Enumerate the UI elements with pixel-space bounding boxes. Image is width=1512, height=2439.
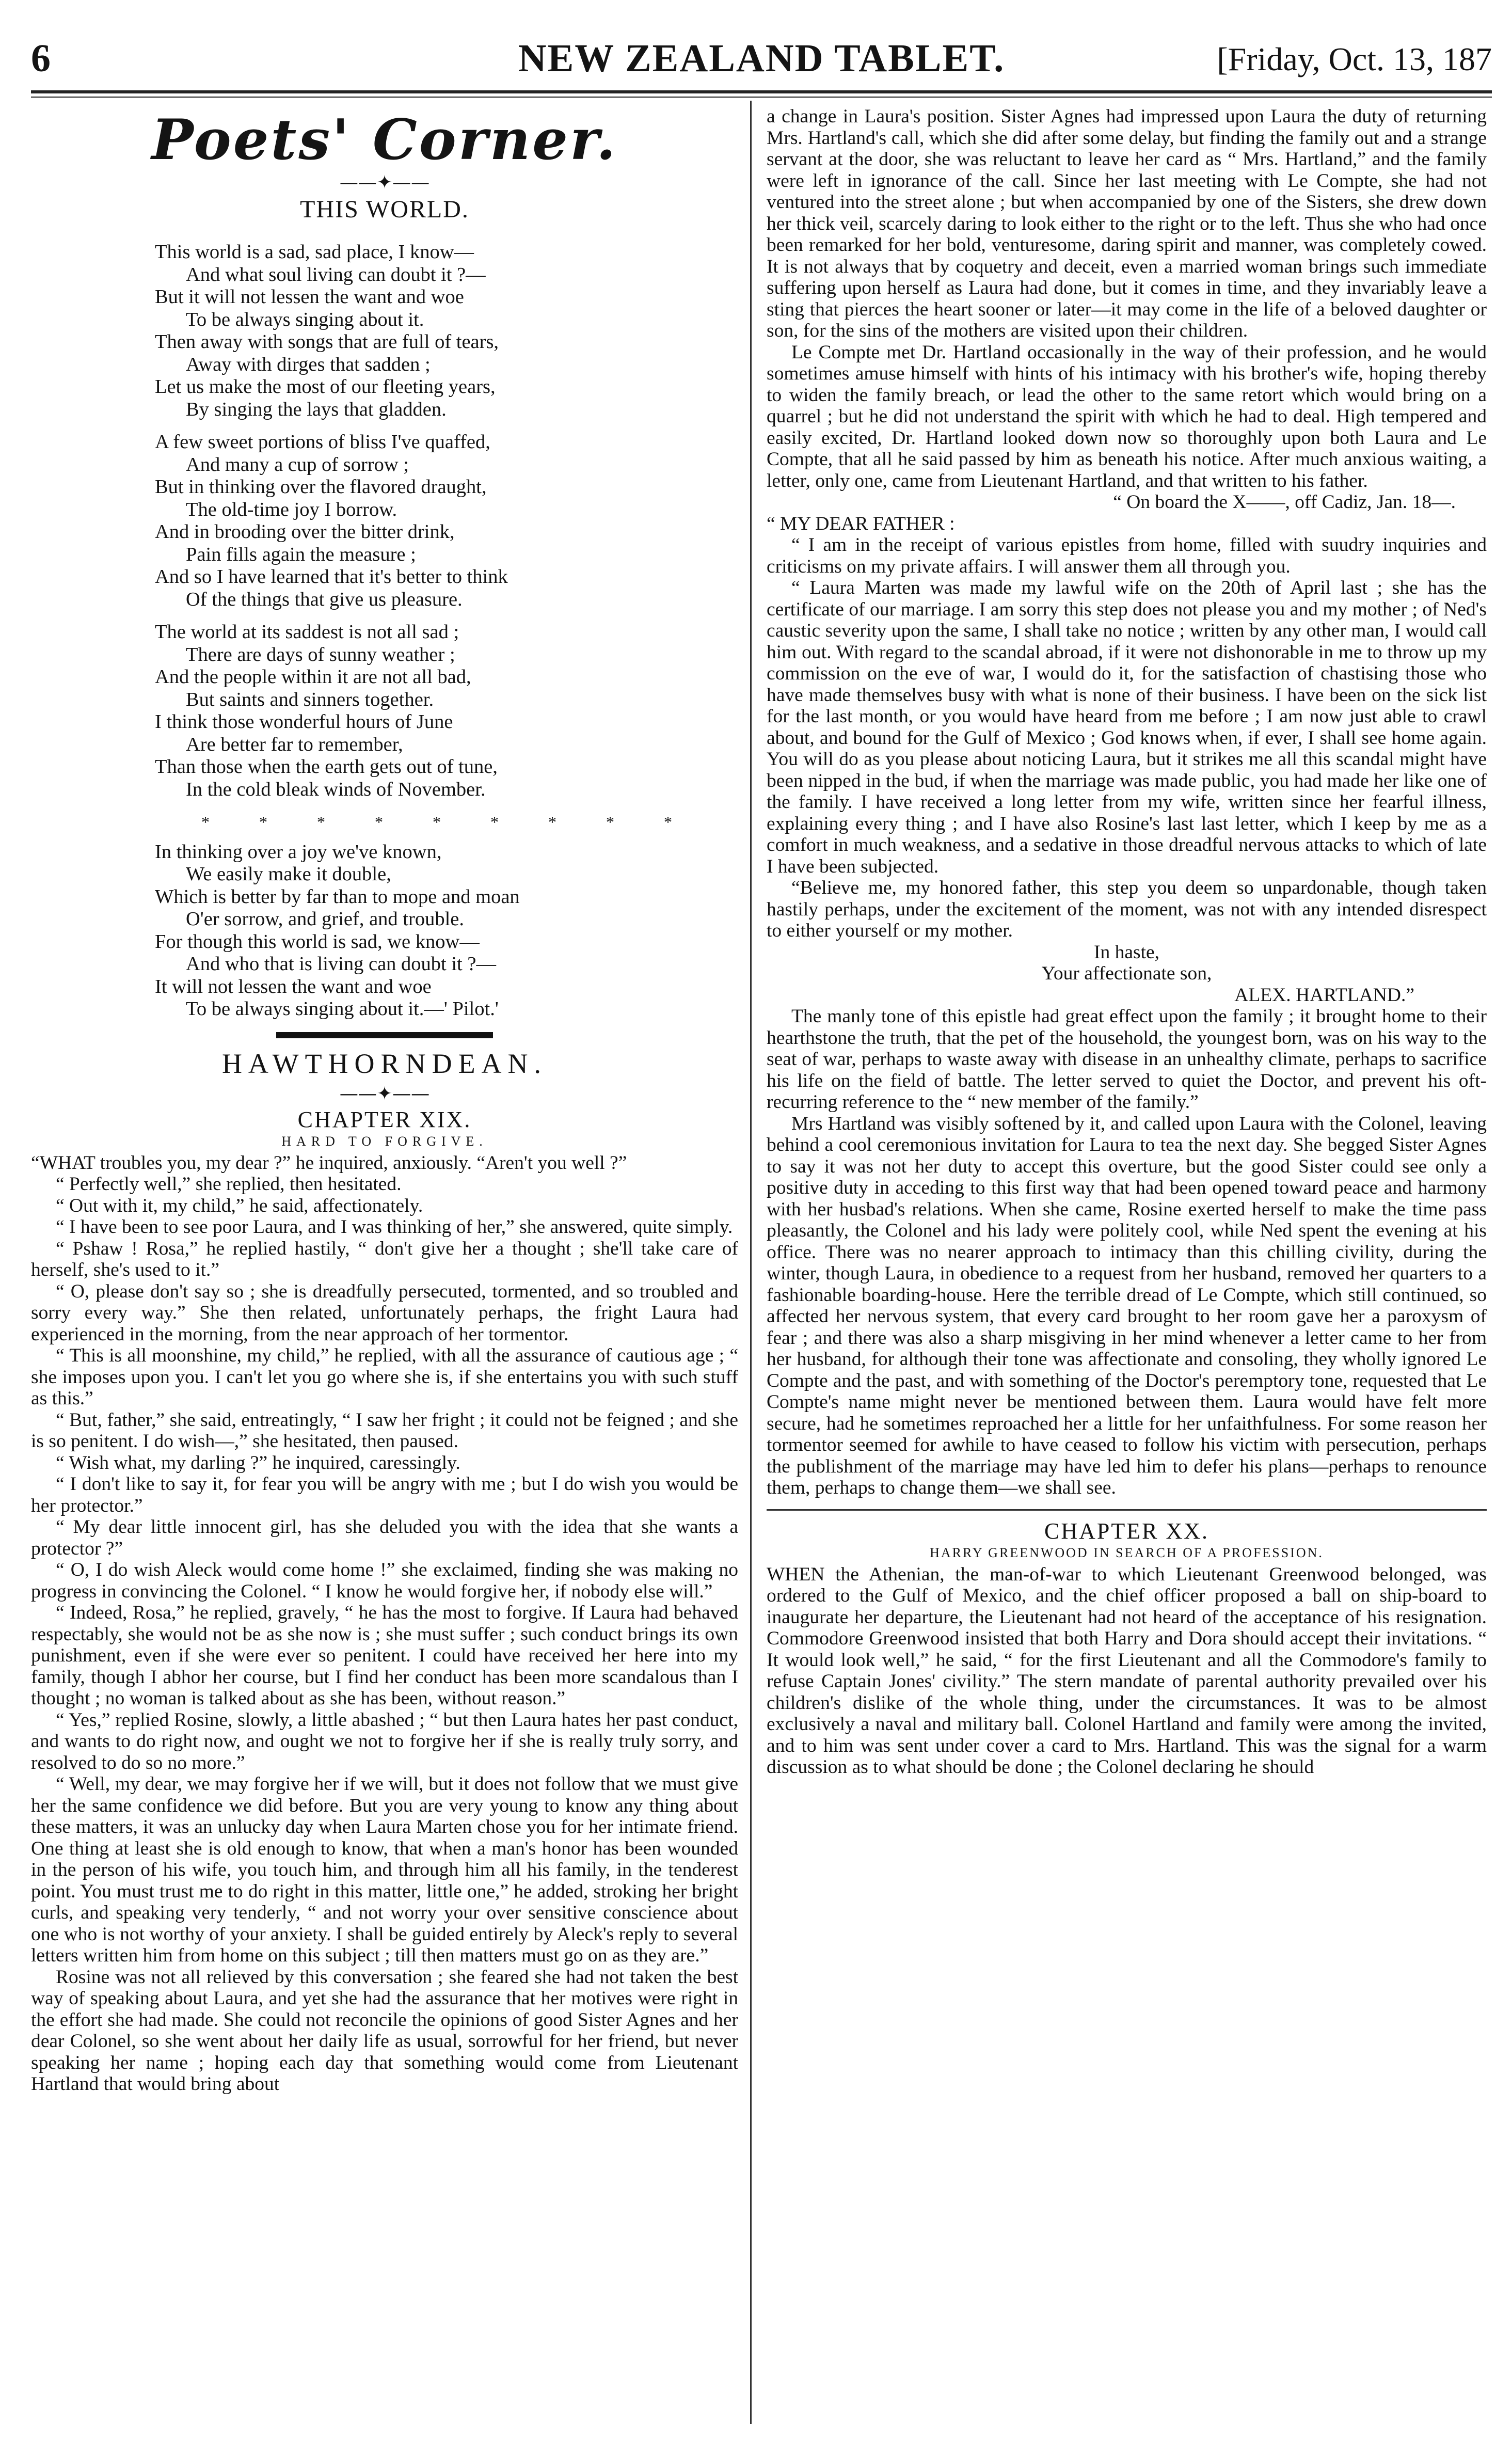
poem-line: For though this world is sad, we know— xyxy=(155,930,480,953)
paragraph: “ O, please don't say so ; she is dreadfully persecuted, tormented, and so troubled and sorry every way.” She then related, unfortunately perhaps, the fright Laura had experienced in the morning, from the near approach of her tormentor. xyxy=(31,1280,738,1345)
paragraph: WHEN the Athenian, the man-of-war to which Lieutenant Greenwood belonged, was ordered to the Gulf of Mexico, and the chief officer proposed a ball on ship-board to inaugurate her departure, the Lieutenant had not heard of the acceptance of his resignation. Commodore Greenwood insisted that both Harry and Dora should accept their invitations. “ It would look well,” he said, “ for the first Lieutenant and all the Commodore's family to refuse Captain Jones' civility.” The stern mandate of parental authority prevailed over his children's dislike of the whole thing, under the circumstances. It was to be almost exclusively a naval and military ball. Colonel Hartland and family were among the invited, and to him was sent under cover a card to Mrs. Hartland. This was the signal for a warm discussion as to what should be done ; the Colonel declaring he should xyxy=(767,1563,1487,1778)
page-number: 6 xyxy=(31,37,51,80)
letter-salutation: “ MY DEAR FATHER : xyxy=(767,513,955,534)
poem-line: We easily make it double, xyxy=(186,863,391,885)
poem-line: Pain fills again the measure ; xyxy=(186,543,416,565)
paragraph: “ This is all moonshine, my child,” he replied, with all the assurance of cautious age ; “ she imposes upon you. I can't let you go where she is, if she entertains you with such stuff as this.” xyxy=(31,1345,738,1409)
column-separator xyxy=(750,101,752,2424)
paragraph: “WHAT troubles you, my dear ?” he inquired, anxiously. “Aren't you well ?” xyxy=(31,1152,627,1174)
story-text xyxy=(31,1152,738,2095)
paragraph: The manly tone of this epistle had great effect upon the family ; it brought home to their hearthstone the truth, that the pet of the household, the youngest born, was on his way to the seat of war, perhaps to waste away with disease in an unhealthy climate, perhaps to sacrifice his life on the field of battle. The letter served to quiet the Doctor, and prevent his oft-recurring reference to the “ new member of the family.” xyxy=(767,1006,1487,1113)
poem-line: Are better far to remember, xyxy=(186,733,403,755)
poem-stanza xyxy=(155,241,738,421)
poem-line: Then away with songs that are full of tears, xyxy=(155,331,499,353)
paragraph: Rosine was not all relieved by this conversation ; she feared she had not taken the best way of speaking about Laura, and yet she had the assurance that her motives were right in the effort she had made. She could not reconcile the opinions of good Sister Agnes and her dear Colonel, so she went about her daily life as usual, sorrowful for her friend, but never speaking her name ; hoping each day that something would come from Lieutenant Hartland that would bring about xyxy=(31,1966,738,2095)
paragraph: “ Well, my dear, we may forgive her if we will, but it does not follow that we must give her the same confidence we did before. But you are very young to know any thing about these matters, it was an unlucky day when Laura Marten chose you for her intimate friend. One thing at least she is old enough to know, that when a man's honor has been wounded in the person of his wife, you touch him, and through him all his family, in the tenderest point. You must trust me to do right in this matter, little one,” he added, stroking her bright curls, and speaking very tenderly, “ and not worry your over sensitive conscience about one who is not worthy of your anxiety. I shall be guided entirely by Aleck's reply to several letters written him from home on this subject ; till then matters must go on as they are.” xyxy=(31,1773,738,1967)
chapter-subtitle: HARRY GREENWOOD IN SEARCH OF A PROFESSION. xyxy=(930,1545,1324,1560)
ornament: ——✦—— xyxy=(339,172,430,194)
poem-line: But saints and sinners together. xyxy=(186,688,434,710)
masthead-rule xyxy=(31,90,1492,93)
story-title: HAWTHORNDEAN. xyxy=(221,1048,548,1079)
poem-line: A few sweet portions of bliss I've quaffed, xyxy=(155,431,490,453)
poem-title: THIS WORLD. xyxy=(300,196,469,224)
poem-line: And so I have learned that it's better to think xyxy=(155,566,508,588)
issue-date: [Friday, Oct. 13, 187 xyxy=(1217,41,1492,77)
left-column xyxy=(31,106,738,2095)
poem-line: Than those when the earth gets out of tune, xyxy=(155,756,498,778)
poem-line: And who that is living can doubt it ?— xyxy=(186,953,496,975)
poem-line: It will not lessen the want and woe xyxy=(155,975,432,997)
paragraph: “ Pshaw ! Rosa,” he replied hastily, “ don't give her a thought ; she'll take care of herself, she's used to it.” xyxy=(31,1238,738,1281)
letter-paragraph: “Believe me, my honored father, this step you deem so unpardonable, though taken hastily perhaps, under the excitement of the moment, was not with any intended disrespect to either yourself or my mother. xyxy=(767,877,1487,941)
paragraph: Le Compte met Dr. Hartland occasionally in the way of their profession, and he would sometimes amuse himself with hints of his intimacy with his brother's wife, hoping thereby to widen the family breach, or lead the other to the same retort which would bring on a quarrel ; but he did not understand the spirit with which he had to deal. High tempered and easily excited, Dr. Hartland looked down now so thoroughly upon both Laura and Le Compte, that all he said passed by him as beneath his notice. After much anxious waiting, a letter, only one, came from Lieutenant Hartland, and that written to his father. xyxy=(767,341,1487,492)
poem-stanza xyxy=(155,621,738,801)
poem-stanza xyxy=(155,841,738,1021)
newspaper-title: NEW ZEALAND TABLET. xyxy=(518,37,1005,80)
story-text xyxy=(767,106,1487,1499)
poem-line: And the people within it are not all bad, xyxy=(155,666,471,688)
poem-line: Of the things that give us pleasure. xyxy=(186,588,463,610)
masthead xyxy=(31,36,1492,88)
poem-line: To be always singing about it.—' Pilot.' xyxy=(186,998,499,1020)
letter-paragraph: “ Laura Marten was made my lawful wife on the 20th of April last ; she has the certificate of our marriage. I am sorry this step does not please you and my mother ; of Ned's caustic severity upon the same, I shall take no notice ; written by any other man, I would call him out. With regard to the scandal abroad, if it were not dishonorable in me to throw up my commission on the eve of war, I would do it, for the satisfaction of chastising those who have made themselves busy with what is none of their business. I have been on the sick list for the last month, or you would have heard from me before ; I am now just able to crawl about, and bound for the Gulf of Mexico ; God knows when, if ever, I shall see home again. You will do as you please about noticing Laura, but it strikes me all this scandal might have been nipped in the bud, if when the marriage was made public, you had made her like one of the family. I have received a long letter from my wife, written since her fearful illness, explaining every thing ; and I have also Rosine's last last letter, which I keep by me as a comfort in much weakness, and a sedative in those dreadful nervous attacks to which of late I have been subjected. xyxy=(767,577,1487,877)
poem-line: In the cold bleak winds of November. xyxy=(186,778,486,800)
poem-line: This world is a sad, sad place, I know— xyxy=(155,241,474,263)
letter-closing: Your affectionate son, xyxy=(1041,963,1212,984)
poem-line: And what soul living can doubt it ?— xyxy=(186,263,486,286)
poem-line: I think those wonderful hours of June xyxy=(155,711,453,733)
letter-closing: In haste, xyxy=(1093,941,1160,963)
poem-line: Away with dirges that sadden ; xyxy=(186,353,431,375)
poem-line: There are days of sunny weather ; xyxy=(186,643,455,666)
poem-line: The old-time joy I borrow. xyxy=(186,498,397,520)
poem-line: O'er sorrow, and grief, and trouble. xyxy=(186,908,464,930)
paragraph: “ Indeed, Rosa,” he replied, gravely, “ he has the most to forgive. If Laura had behaved respectably, she would not be as she now is ; she must suffer ; such conduct brings its own punishment, even if she were ever so penitent. I could have received her here into my family, though I abhor her course, but I find her conduct has been more scandalous than I thought ; no woman is talked about as she has been, without reason.” xyxy=(31,1602,738,1709)
paragraph: a change in Laura's position. Sister Agnes had impressed upon Laura the duty of returning Mrs. Hartland's call, which she did after some delay, but finding the family out and a strange servant at the door, she was reluctant to leave her card as “ Mrs. Hartland,” and the family were left in ignorance of the call. Since her last meeting with Le Compte, she had not ventured into the street alone ; but when accompanied by one of the Sisters, she drew down her thick veil, scarcely daring to look either to the right or to the left. Thus she who had once been remarked for her bold, venturesome, daring spirit and manner, was completely cowed. It is not always that by coquetry and deceit, even a married woman brings such immediate suffering upon herself as Laura had done, but it comes in time, and they invariably leave a sting that pierces the heart sooner or later—it may come in the life of a beloved daughter or son, for the sins of the mothers are visited upon their children. xyxy=(767,106,1487,341)
paragraph: “ Out with it, my child,” he said, affectionately. xyxy=(56,1195,423,1216)
paragraph: “ Wish what, my darling ?” he inquired, caressingly. xyxy=(56,1452,460,1474)
letter-heading: “ On board the X——, off Cadiz, Jan. 18—. xyxy=(1113,492,1456,513)
paragraph: “ Perfectly well,” she replied, then hesitated. xyxy=(56,1174,402,1195)
poem-line: Which is better by far than to mope and moan xyxy=(155,885,520,908)
poem-stanza xyxy=(155,431,738,611)
paragraph: “ I don't like to say it, for fear you will be angry with me ; but I do wish you would be her protector.” xyxy=(31,1474,738,1516)
poem-line: But in thinking over the flavored draught, xyxy=(155,476,487,498)
poem-line: And in brooding over the bitter drink, xyxy=(155,521,455,543)
poem xyxy=(155,241,738,1021)
poem-line: Let us make the most of our fleeting years, xyxy=(155,376,496,398)
paragraph: “ O, I do wish Aleck would come home !” she exclaimed, finding she was making no progress in convincing the Colonel. “ I know he would forgive her, if nobody else will.” xyxy=(31,1559,738,1602)
chapter-subtitle: HARD TO FORGIVE. xyxy=(281,1133,488,1149)
story-text xyxy=(767,1564,1487,1778)
poem-line: By singing the lays that gladden. xyxy=(186,398,447,420)
chapter-heading: CHAPTER XIX. xyxy=(297,1106,472,1132)
paragraph: “ But, father,” she said, entreatingly, “ I saw her fright ; it could not be feigned ; and she is so penitent. I do wish—,” she hesitated, then paused. xyxy=(31,1409,738,1452)
right-column xyxy=(767,106,1487,1778)
section-stars: * * * * * * * * * xyxy=(201,813,695,832)
paragraph: “ Yes,” replied Rosine, slowly, a little abashed ; “ but then Laura hates her past conduct, and wants to do right now, and ought we not to forgive her if she is really truly sorry, and resolved to do so no more.” xyxy=(31,1709,738,1773)
poem-line: And many a cup of sorrow ; xyxy=(186,453,409,476)
chapter-heading: CHAPTER XX. xyxy=(1044,1518,1209,1544)
letter-paragraph: “ I am in the receipt of various epistles from home, filled with suudry inquiries and criticisms on my private affairs. I will answer them all through you. xyxy=(767,534,1487,577)
masthead-rule-thin xyxy=(31,97,1492,98)
letter-signature: ALEX. HARTLAND.” xyxy=(1234,984,1414,1006)
ornament: ——✦—— xyxy=(339,1083,430,1104)
paragraph: “ I have been to see poor Laura, and I was thinking of her,” she answered, quite simply. xyxy=(56,1216,733,1238)
poem-line: But it will not lessen the want and woe xyxy=(155,286,464,308)
section-rule xyxy=(276,1032,493,1038)
section-rule xyxy=(767,1509,1487,1511)
poets-corner-heading: Poets' Corner. xyxy=(151,107,618,172)
poem-line: The world at its saddest is not all sad ; xyxy=(155,621,459,643)
paragraph: Mrs Hartland was visibly softened by it, and called upon Laura with the Colonel, leaving behind a cool ceremonious invitation for Laura to tea the next day. She begged Sister Agnes to say it was not her duty to accept this overture, but the good Sister could see only a positive duty in acceding to this first way that had been opened toward peace and harmony with her husbad's relations. When she came, Rosine exerted herself to make the time pass pleasantly, the Colonel and his lady were politely cool, while Ned spent the evening at his office. There was no nearer approach to intimacy than this chilling civility, during the winter, though Laura, in obedience to a request from her husband, removed her quarters to a fashionable boarding-house. Here the terrible dread of Le Compte, which still continued, so affected her nervous system, that every card brought to her room gave her a paroxysm of fear ; and there was also a sharp misgiving in her mind whenever a letter came to her from her husband, for although their tone was affectionate and consoling, they wholly ignored Le Compte and the past, and with something of the Doctor's peremptory tone, requested that Le Compte's name might never be mentioned between them. Laura would have felt more secure, had he sometimes reproached her a little for her unfaithfulness. For some reason her tormentor seemed for awhile to have ceased to follow his victim with persecution, perhaps the publishment of the marriage may have led him to defer his plans—perhaps to renounce them, perhaps to change them—we shall see. xyxy=(767,1113,1487,1498)
poem-line: To be always singing about it. xyxy=(186,308,424,330)
poem-line: In thinking over a joy we've known, xyxy=(155,841,442,863)
paragraph: “ My dear little innocent girl, has she deluded you with the idea that she wants a protector ?” xyxy=(31,1516,738,1559)
